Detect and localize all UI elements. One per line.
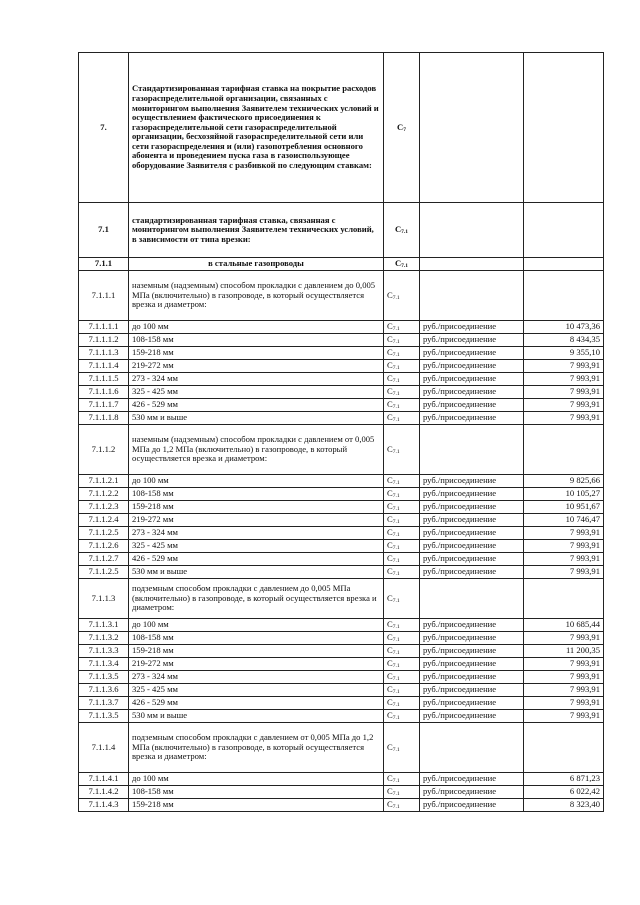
rate-value xyxy=(524,579,604,619)
row-description: 426 - 529 мм xyxy=(129,399,384,412)
table-row xyxy=(79,710,604,723)
rate-symbol-letter: С xyxy=(387,566,393,577)
rate-symbol-index: 7.1 xyxy=(392,506,400,513)
rate-value: 7 993,91 xyxy=(524,697,604,710)
unit-of-measure: руб./присоединение xyxy=(420,799,524,812)
unit-of-measure: руб./присоединение xyxy=(420,527,524,540)
rate-symbol-index: 7.1 xyxy=(392,791,400,798)
rate-symbol-letter: С xyxy=(387,658,393,669)
rate-symbol-index: 7.1 xyxy=(392,352,400,359)
rate-symbol xyxy=(384,658,420,671)
row-description: до 100 мм xyxy=(129,321,384,334)
rate-symbol-index: 7 xyxy=(403,126,406,133)
rate-symbol-index: 7.1 xyxy=(392,746,400,753)
rate-symbol-letter: С xyxy=(387,684,393,695)
rate-symbol xyxy=(384,360,420,373)
rate-symbol-index: 7.1 xyxy=(392,676,400,683)
rate-symbol-index: 7.1 xyxy=(392,650,400,657)
rate-value: 7 993,91 xyxy=(524,671,604,684)
rate-symbol xyxy=(384,334,420,347)
table-row xyxy=(79,697,604,710)
unit-of-measure xyxy=(420,203,524,258)
rate-value: 9 825,66 xyxy=(524,475,604,488)
row-number: 7.1.1.2.5 xyxy=(79,527,129,540)
table-row xyxy=(79,321,604,334)
rate-symbol-letter: С xyxy=(387,347,393,358)
unit-of-measure: руб./присоединение xyxy=(420,488,524,501)
row-description: 108-158 мм xyxy=(129,786,384,799)
rate-symbol xyxy=(384,710,420,723)
table-row xyxy=(79,514,604,527)
unit-of-measure: руб./присоединение xyxy=(420,514,524,527)
row-description: 108-158 мм xyxy=(129,632,384,645)
rate-symbol-index: 7.1 xyxy=(392,637,400,644)
unit-of-measure xyxy=(420,271,524,321)
unit-of-measure: руб./присоединение xyxy=(420,658,524,671)
rate-symbol xyxy=(384,271,420,321)
table-row xyxy=(79,360,604,373)
rate-symbol-index: 7.1 xyxy=(392,417,400,424)
rate-symbol-index: 7.1 xyxy=(392,404,400,411)
rate-symbol xyxy=(384,347,420,360)
rate-symbol-index: 7.1 xyxy=(392,715,400,722)
rate-symbol xyxy=(384,645,420,658)
row-number: 7.1 xyxy=(79,203,129,258)
rate-value: 10 473,36 xyxy=(524,321,604,334)
rate-symbol-index: 7.1 xyxy=(392,480,400,487)
row-description: 108-158 мм xyxy=(129,488,384,501)
rate-symbol-letter: С xyxy=(387,632,393,643)
unit-of-measure: руб./присоединение xyxy=(420,475,524,488)
unit-of-measure xyxy=(420,579,524,619)
rate-symbol-letter: С xyxy=(387,501,393,512)
row-number: 7.1.1 xyxy=(79,258,129,271)
unit-of-measure: руб./присоединение xyxy=(420,386,524,399)
rate-symbol xyxy=(384,386,420,399)
rate-symbol-letter: С xyxy=(387,443,393,454)
row-description: 325 - 425 мм xyxy=(129,540,384,553)
rate-symbol xyxy=(384,632,420,645)
row-description: 325 - 425 мм xyxy=(129,386,384,399)
row-number: 7.1.1.1.6 xyxy=(79,386,129,399)
row-description: до 100 мм xyxy=(129,773,384,786)
row-number: 7.1.1.1.2 xyxy=(79,334,129,347)
rate-symbol-index: 7.1 xyxy=(392,571,400,578)
rate-symbol-letter: С xyxy=(397,121,404,132)
unit-of-measure: руб./присоединение xyxy=(420,540,524,553)
row-description: подземным способом прокладки с давлением до 0,005 МПа (включительно) в газопроводе, в который осуществляется врезка и диаметром: xyxy=(129,579,384,619)
table-row xyxy=(79,540,604,553)
row-number: 7.1.1.2.5 xyxy=(79,566,129,579)
rate-value: 6 022,42 xyxy=(524,786,604,799)
rate-value: 7 993,91 xyxy=(524,399,604,412)
unit-of-measure: руб./присоединение xyxy=(420,710,524,723)
row-description: подземным способом прокладки с давлением от 0,005 МПа до 1,2 МПа (включительно) в газопроводе, в который осуществляется врезка и диаметром: xyxy=(129,723,384,773)
table-row xyxy=(79,399,604,412)
row-number: 7.1.1.1.7 xyxy=(79,399,129,412)
table-row xyxy=(79,475,604,488)
row-description: стандартизированная тарифная ставка, связанная с мониторингом выполнения Заявителем технических условий, в зависимости от типа врезки: xyxy=(129,203,384,258)
table-row xyxy=(79,203,604,258)
rate-symbol-index: 7.1 xyxy=(392,532,400,539)
table-row xyxy=(79,645,604,658)
table-row xyxy=(79,53,604,203)
rate-value: 7 993,91 xyxy=(524,566,604,579)
rate-symbol xyxy=(384,553,420,566)
rate-symbol-letter: С xyxy=(387,619,393,630)
unit-of-measure: руб./присоединение xyxy=(420,501,524,514)
rate-symbol-index: 7.1 xyxy=(392,365,400,372)
row-description: до 100 мм xyxy=(129,619,384,632)
row-description: 426 - 529 мм xyxy=(129,553,384,566)
unit-of-measure: руб./присоединение xyxy=(420,553,524,566)
row-number: 7.1.1.3.7 xyxy=(79,697,129,710)
rate-value: 7 993,91 xyxy=(524,553,604,566)
table-row xyxy=(79,373,604,386)
table-row xyxy=(79,488,604,501)
row-number: 7.1.1.3.4 xyxy=(79,658,129,671)
row-description: 273 - 324 мм xyxy=(129,373,384,386)
row-number: 7.1.1.2.1 xyxy=(79,475,129,488)
rate-value xyxy=(524,271,604,321)
table-row xyxy=(79,425,604,475)
rate-symbol xyxy=(384,566,420,579)
rate-symbol xyxy=(384,684,420,697)
row-number: 7.1.1.1.3 xyxy=(79,347,129,360)
table-row xyxy=(79,566,604,579)
rate-symbol-letter: С xyxy=(387,671,393,682)
row-number: 7.1.1.1 xyxy=(79,271,129,321)
rate-value xyxy=(524,53,604,203)
table-row xyxy=(79,527,604,540)
rate-symbol-index: 7.1 xyxy=(401,229,409,236)
rate-symbol xyxy=(384,399,420,412)
rate-symbol xyxy=(384,373,420,386)
row-number: 7.1.1.3.5 xyxy=(79,710,129,723)
rate-value: 7 993,91 xyxy=(524,386,604,399)
unit-of-measure: руб./присоединение xyxy=(420,632,524,645)
rate-symbol xyxy=(384,258,420,271)
table-row xyxy=(79,412,604,425)
rate-symbol-index: 7.1 xyxy=(392,663,400,670)
rate-symbol-index: 7.1 xyxy=(392,624,400,631)
rate-symbol-letter: С xyxy=(387,289,393,300)
rate-symbol-index: 7.1 xyxy=(392,339,400,346)
rate-value: 10 951,67 xyxy=(524,501,604,514)
rate-value xyxy=(524,203,604,258)
rate-value: 7 993,91 xyxy=(524,360,604,373)
row-number: 7.1.1.3.6 xyxy=(79,684,129,697)
rate-symbol xyxy=(384,203,420,258)
rate-symbol-index: 7.1 xyxy=(392,326,400,333)
row-number: 7.1.1.3.1 xyxy=(79,619,129,632)
rate-value: 10 685,44 xyxy=(524,619,604,632)
rate-value: 10 746,47 xyxy=(524,514,604,527)
rate-symbol xyxy=(384,671,420,684)
rate-symbol xyxy=(384,321,420,334)
rate-symbol xyxy=(384,53,420,203)
unit-of-measure: руб./присоединение xyxy=(420,645,524,658)
row-description: 426 - 529 мм xyxy=(129,697,384,710)
rate-symbol xyxy=(384,488,420,501)
table-row xyxy=(79,386,604,399)
unit-of-measure: руб./присоединение xyxy=(420,671,524,684)
rate-symbol-letter: С xyxy=(387,553,393,564)
rate-symbol-index: 7.1 xyxy=(392,519,400,526)
rate-symbol-letter: С xyxy=(387,799,393,810)
rate-symbol xyxy=(384,786,420,799)
row-description: в стальные газопроводы xyxy=(129,258,384,271)
rate-value: 7 993,91 xyxy=(524,684,604,697)
rate-symbol-index: 7.1 xyxy=(392,558,400,565)
table-row xyxy=(79,271,604,321)
table-row xyxy=(79,501,604,514)
unit-of-measure: руб./присоединение xyxy=(420,373,524,386)
rate-symbol xyxy=(384,799,420,812)
rate-symbol xyxy=(384,723,420,773)
rate-symbol-index: 7.1 xyxy=(392,597,400,604)
row-number: 7.1.1.3.2 xyxy=(79,632,129,645)
rate-symbol-index: 7.1 xyxy=(392,294,400,301)
unit-of-measure: руб./присоединение xyxy=(420,619,524,632)
row-description: Стандартизированная тарифная ставка на покрытие расходов газораспределительной организации, связанных с мониторингом выполнения Заявителем технических условий и осуществлением фактического присоединения к газораспределительной сети газораспределительной организации, бесхозяйной газораспределительной сети или сети газораспределения и (или) газопотребления основного абонента и проведением пуска газа в газоиспользующее оборудование Заявителя с разбивкой по следующим ставкам: xyxy=(129,53,384,203)
row-number: 7.1.1.3 xyxy=(79,579,129,619)
row-number: 7.1.1.4.1 xyxy=(79,773,129,786)
row-description: 273 - 324 мм xyxy=(129,671,384,684)
unit-of-measure xyxy=(420,258,524,271)
row-number: 7.1.1.2.7 xyxy=(79,553,129,566)
rate-symbol-index: 7.1 xyxy=(401,263,409,270)
unit-of-measure: руб./присоединение xyxy=(420,399,524,412)
unit-of-measure: руб./присоединение xyxy=(420,697,524,710)
rate-symbol xyxy=(384,619,420,632)
unit-of-measure: руб./присоединение xyxy=(420,684,524,697)
rate-value: 7 993,91 xyxy=(524,710,604,723)
rate-value: 7 993,91 xyxy=(524,412,604,425)
table-row xyxy=(79,334,604,347)
rate-symbol-index: 7.1 xyxy=(392,804,400,811)
rate-symbol xyxy=(384,540,420,553)
rate-symbol-letter: С xyxy=(387,697,393,708)
rate-symbol xyxy=(384,475,420,488)
table-row xyxy=(79,786,604,799)
row-description: 530 мм и выше xyxy=(129,412,384,425)
row-description: 219-272 мм xyxy=(129,658,384,671)
rate-value: 6 871,23 xyxy=(524,773,604,786)
row-number: 7.1.1.1.5 xyxy=(79,373,129,386)
table-row xyxy=(79,671,604,684)
row-number: 7. xyxy=(79,53,129,203)
rate-symbol-letter: С xyxy=(387,773,393,784)
rate-symbol-letter: С xyxy=(387,475,393,486)
row-number: 7.1.1.2.4 xyxy=(79,514,129,527)
rate-value: 8 434,35 xyxy=(524,334,604,347)
rate-symbol-index: 7.1 xyxy=(392,778,400,785)
rate-value: 7 993,91 xyxy=(524,527,604,540)
row-number: 7.1.1.2.2 xyxy=(79,488,129,501)
table-row xyxy=(79,773,604,786)
row-number: 7.1.1.4.3 xyxy=(79,799,129,812)
table-row xyxy=(79,799,604,812)
table-row xyxy=(79,347,604,360)
rate-symbol-letter: С xyxy=(394,224,402,235)
unit-of-measure xyxy=(420,53,524,203)
rate-value: 9 355,10 xyxy=(524,347,604,360)
row-number: 7.1.1.2 xyxy=(79,425,129,475)
rate-symbol-index: 7.1 xyxy=(392,545,400,552)
rate-symbol-letter: С xyxy=(387,334,393,345)
rate-symbol-letter: С xyxy=(387,514,393,525)
row-number: 7.1.1.4.2 xyxy=(79,786,129,799)
table-row xyxy=(79,723,604,773)
row-number: 7.1.1.1.1 xyxy=(79,321,129,334)
unit-of-measure: руб./присоединение xyxy=(420,773,524,786)
rate-symbol xyxy=(384,412,420,425)
rate-value xyxy=(524,723,604,773)
rate-symbol-index: 7.1 xyxy=(392,689,400,696)
rate-symbol-letter: С xyxy=(387,741,393,752)
table-row xyxy=(79,553,604,566)
row-description: 159-218 мм xyxy=(129,347,384,360)
rate-value: 7 993,91 xyxy=(524,658,604,671)
rate-symbol-letter: С xyxy=(387,373,393,384)
rate-symbol-letter: С xyxy=(387,321,393,332)
rate-symbol xyxy=(384,501,420,514)
row-description: 325 - 425 мм xyxy=(129,684,384,697)
row-description: наземным (надземным) способом прокладки с давлением от 0,005 МПа до 1,2 МПа (включительно) в газопроводе, в который осуществляется врезка и диаметром: xyxy=(129,425,384,475)
rate-symbol-letter: С xyxy=(387,710,393,721)
rate-symbol-index: 7.1 xyxy=(392,493,400,500)
row-number: 7.1.1.4 xyxy=(79,723,129,773)
tariff-table-body xyxy=(79,53,604,812)
row-number: 7.1.1.2.6 xyxy=(79,540,129,553)
row-number: 7.1.1.2.3 xyxy=(79,501,129,514)
table-row xyxy=(79,684,604,697)
rate-value: 7 993,91 xyxy=(524,540,604,553)
unit-of-measure xyxy=(420,723,524,773)
rate-symbol xyxy=(384,773,420,786)
rate-symbol xyxy=(384,425,420,475)
rate-symbol-letter: С xyxy=(387,412,393,423)
unit-of-measure xyxy=(420,425,524,475)
row-description: 159-218 мм xyxy=(129,799,384,812)
rate-symbol-letter: С xyxy=(387,645,393,656)
row-description: 159-218 мм xyxy=(129,645,384,658)
rate-symbol-letter: С xyxy=(387,399,393,410)
row-description: 108-158 мм xyxy=(129,334,384,347)
unit-of-measure: руб./присоединение xyxy=(420,566,524,579)
rate-symbol-letter: С xyxy=(387,488,393,499)
rate-symbol-letter: С xyxy=(387,527,393,538)
rate-symbol-letter: С xyxy=(394,258,402,269)
rate-value xyxy=(524,258,604,271)
rate-value: 7 993,91 xyxy=(524,373,604,386)
rate-symbol-index: 7.1 xyxy=(392,378,400,385)
rate-symbol xyxy=(384,514,420,527)
rate-symbol-letter: С xyxy=(387,592,393,603)
row-number: 7.1.1.1.4 xyxy=(79,360,129,373)
rate-symbol xyxy=(384,697,420,710)
table-row xyxy=(79,579,604,619)
table-row xyxy=(79,658,604,671)
row-description: 159-218 мм xyxy=(129,501,384,514)
rate-symbol-index: 7.1 xyxy=(392,391,400,398)
rate-symbol-letter: С xyxy=(387,386,393,397)
row-number: 7.1.1.1.8 xyxy=(79,412,129,425)
rate-value: 10 105,27 xyxy=(524,488,604,501)
rate-symbol xyxy=(384,579,420,619)
rate-value: 8 323,40 xyxy=(524,799,604,812)
row-description: 219-272 мм xyxy=(129,514,384,527)
rate-symbol-letter: С xyxy=(387,360,393,371)
rate-symbol-index: 7.1 xyxy=(392,448,400,455)
row-description: 530 мм и выше xyxy=(129,710,384,723)
row-description: до 100 мм xyxy=(129,475,384,488)
rate-value xyxy=(524,425,604,475)
unit-of-measure: руб./присоединение xyxy=(420,321,524,334)
rate-symbol xyxy=(384,527,420,540)
unit-of-measure: руб./присоединение xyxy=(420,412,524,425)
row-description: 530 мм и выше xyxy=(129,566,384,579)
table-row xyxy=(79,619,604,632)
unit-of-measure: руб./присоединение xyxy=(420,786,524,799)
tariff-table xyxy=(78,52,604,812)
rate-symbol-letter: С xyxy=(387,786,393,797)
row-number: 7.1.1.3.5 xyxy=(79,671,129,684)
rate-symbol-letter: С xyxy=(387,540,393,551)
table-row xyxy=(79,632,604,645)
rate-symbol-index: 7.1 xyxy=(392,702,400,709)
unit-of-measure: руб./присоединение xyxy=(420,360,524,373)
table-row xyxy=(79,258,604,271)
row-description: 273 - 324 мм xyxy=(129,527,384,540)
rate-value: 11 200,35 xyxy=(524,645,604,658)
unit-of-measure: руб./присоединение xyxy=(420,347,524,360)
row-description: наземным (надземным) способом прокладки с давлением до 0,005 МПа (включительно) в газопроводе, в который осуществляется врезка и диаметром: xyxy=(129,271,384,321)
rate-value: 7 993,91 xyxy=(524,632,604,645)
row-number: 7.1.1.3.3 xyxy=(79,645,129,658)
unit-of-measure: руб./присоединение xyxy=(420,334,524,347)
row-description: 219-272 мм xyxy=(129,360,384,373)
